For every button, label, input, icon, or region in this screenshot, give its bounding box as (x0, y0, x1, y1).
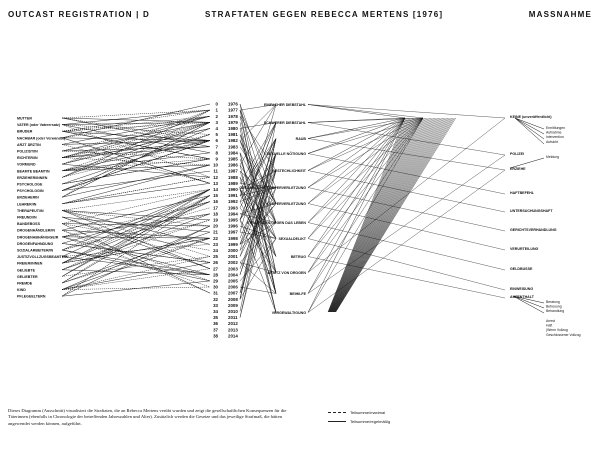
year-label: 2014 (228, 333, 238, 339)
crime-label: BESITZ VON DROGEN (267, 271, 306, 275)
measure-sublabel: (Wenn Vollzug (546, 328, 568, 333)
crime-label: BETRUG (290, 255, 306, 259)
age-label: 15 (213, 193, 218, 199)
age-label: 24 (213, 248, 218, 253)
crime-label: SCHWERER DIEBSTAHL (263, 121, 306, 125)
year-label: 1985 (228, 156, 238, 162)
year-label: 1998 (228, 235, 238, 241)
year-label: 1983 (228, 144, 238, 150)
measure-label: VERURTEILUNG (510, 247, 539, 251)
fan-line (332, 118, 432, 312)
age-label: 36 (213, 321, 218, 327)
fan-line (335, 118, 453, 312)
measure-sublabel: Intervention (546, 135, 564, 140)
year-label: 2000 (228, 248, 238, 253)
perpetrator-label: BANDEBOSS (17, 222, 40, 227)
year-label: 2009 (228, 302, 238, 308)
crime-label: RAUB (295, 137, 306, 141)
year-label: 1992 (228, 199, 238, 205)
fan-line (328, 118, 406, 312)
age-label: 8 (215, 150, 218, 156)
measure-label: GELDBUSSE (510, 267, 533, 271)
crime-label: EINFACHER DIEBSTAHL (263, 103, 306, 107)
crime-label: VERGEWALTIGUNG (271, 311, 306, 315)
age-label: 27 (213, 266, 218, 272)
measure-label: POLIZEI (510, 152, 524, 156)
age-label: 12 (213, 174, 218, 180)
perpetrator-age-line (62, 189, 210, 256)
year-label: 2012 (228, 321, 238, 327)
perpetrator-age-line (62, 171, 210, 191)
perpetrator-age-line (62, 196, 210, 277)
perpetrator-label: DROGENABHÄNGIGE/R (17, 235, 59, 240)
crime-measure-line (308, 188, 505, 232)
measure-sub-line (515, 118, 544, 134)
year-label: 1981 (228, 132, 238, 138)
year-label: 2003 (228, 266, 238, 272)
perpetrator-label: ERZIEHER/INNEN (17, 175, 48, 180)
age-label: 37 (213, 327, 218, 333)
age-label: 30 (213, 284, 218, 290)
perpetrator-age-line (62, 159, 210, 184)
measure-sublabel: Aufsicht (546, 139, 559, 144)
fan-line (331, 118, 423, 312)
perpetrator-label: MUTTER (17, 116, 32, 121)
measure-sublabel: Arrest (546, 319, 556, 323)
perpetrator-age-line (62, 110, 210, 197)
measure-label: GERICHTSVERHANDLUNG (510, 228, 557, 232)
age-label: 2 (215, 113, 218, 119)
perpetrator-age-line (62, 214, 210, 237)
crime-label: KÖRPERVERLETZUNG (266, 202, 306, 206)
measure-sublabel: Behandlung (546, 309, 565, 314)
perpetrator-label: POLIZIST/IN (17, 149, 38, 154)
crime-measure-line (308, 123, 505, 156)
year-label: 1979 (228, 119, 238, 125)
year-label: 1978 (228, 113, 238, 119)
perpetrator-label: GELIEBTER (17, 274, 38, 279)
perpetrator-label: PSYCHOLOGIN (17, 189, 44, 194)
dashed-line-icon (328, 412, 346, 413)
age-label: 33 (213, 302, 218, 308)
legend-item-dashed (328, 408, 390, 417)
year-label: 2005 (228, 278, 238, 284)
crime-measure-line (308, 118, 423, 154)
crime-label: BEIHILFE (289, 292, 306, 296)
perpetrator-label: FREMDE (17, 281, 33, 286)
crime-label: SEXUALDELIKT (278, 237, 306, 241)
diagram-labels (17, 102, 581, 339)
perpetrator-age-line (62, 116, 210, 138)
age-label: 22 (213, 235, 218, 241)
age-label: 35 (213, 315, 218, 321)
fan-line (332, 118, 429, 312)
age-label: 20 (213, 223, 218, 229)
year-crime-line (240, 123, 276, 196)
year-label: 1977 (228, 107, 238, 113)
age-label: 29 (213, 278, 218, 284)
year-label: 1980 (228, 126, 238, 131)
age-label: 34 (213, 309, 218, 314)
perpetrator-label: PFLEGEELTERN (17, 294, 46, 299)
crime-measure-line (308, 118, 423, 223)
measure-label: AUFENTHALT (510, 295, 534, 299)
year-crime-line (240, 153, 276, 313)
caption: Dieses Diagramm (Ausschnitt) visualisiert die Straftaten, die an Rebecca Mertens verübt wurden und zeigt die gesellschaftlichen Konsequenzen für die Täterinnen (ebenfalls in Chronologie der betreffenden Jahreszahlen und Alter). Zusätzlich werden die Gesetze und das jeweilige Strafmaß, die hätten angewendet werden können, aufgeführt. (8, 408, 287, 426)
age-label: 4 (215, 126, 218, 131)
measure-label: UNTERSUCHUNGSHAFT (510, 209, 553, 213)
year-label: 2004 (228, 272, 238, 278)
fan-line (334, 118, 443, 312)
year-label: 2002 (228, 260, 238, 266)
year-label: 2006 (228, 284, 238, 290)
perpetrator-age-line (62, 189, 210, 276)
crime-measure-line (308, 204, 505, 251)
fan-line (331, 118, 427, 312)
perpetrator-age-line (62, 237, 210, 287)
age-label: 25 (213, 254, 218, 260)
perpetrator-label: GELIEBTE (17, 268, 35, 273)
perpetrator-age-line (62, 269, 210, 290)
header-title: OUTCAST REGISTRATION | D (8, 10, 150, 19)
measure-label: ERZIEHE (510, 167, 526, 171)
year-label: 1982 (228, 138, 238, 144)
age-label: 21 (213, 229, 218, 235)
age-label: 26 (213, 260, 218, 266)
crime-label: GEFÄHRLICHE KÖRPERVERLETZUNG (239, 186, 306, 190)
year-label: 1990 (228, 187, 238, 192)
age-label: 17 (213, 205, 218, 211)
perpetrator-label: ERZIEHERIN (17, 195, 39, 200)
age-label: 23 (213, 241, 218, 247)
age-label: 1 (215, 107, 218, 113)
measure-sub-line (515, 118, 544, 129)
year-crime-line (240, 171, 276, 318)
age-label: 28 (213, 272, 218, 278)
age-label: 6 (215, 138, 218, 144)
perpetrator-age-line (62, 110, 210, 118)
measure-sublabel: Aufnahme (546, 130, 562, 135)
year-label: 1999 (228, 241, 238, 247)
age-label: 7 (215, 144, 218, 150)
perpetrator-age-line (62, 122, 210, 177)
crime-measure-line (308, 118, 423, 239)
perpetrator-label: JUSTIZVOLLZUGSBEAMTE/R (17, 255, 68, 260)
perpetrator-age-line (62, 281, 210, 296)
year-label: 1993 (228, 205, 238, 211)
year-label: 1995 (228, 217, 238, 223)
measure-sublabel: Beratung (546, 300, 560, 304)
measure-sub-line (515, 118, 544, 139)
year-label: 1994 (228, 211, 238, 217)
age-label: 10 (213, 162, 218, 168)
fan-line (332, 118, 433, 312)
age-label: 0 (215, 101, 218, 107)
perpetrator-label: DROGENFAHNDUNG (17, 241, 54, 246)
age-label: 5 (215, 132, 218, 138)
age-label: 16 (213, 199, 218, 205)
measure-sublabel: Ermittlungen (546, 126, 566, 130)
crime-measure-line (308, 118, 405, 273)
fan-line (334, 118, 442, 312)
measure-sublabel: Haft (546, 323, 553, 328)
perpetrator-label: BRUDER (17, 129, 33, 134)
crime-label: BESTECHLICHKEIT (272, 169, 306, 173)
year-label: 2010 (228, 309, 238, 314)
perpetrator-label: KIND (17, 288, 26, 293)
fan-line (330, 118, 418, 312)
perpetrator-label: BEAMTE BEAMTIN (17, 169, 50, 174)
perpetrator-label: FREUND/IN (17, 215, 37, 220)
crime-label: SEXUELLE NÖTIGUNG (266, 152, 306, 156)
age-label: 14 (213, 187, 218, 192)
perpetrator-label: SOZIALARBEITER/IN (17, 248, 54, 253)
fan-line (329, 118, 413, 312)
perpetrator-age-line (62, 226, 210, 290)
year-label: 2001 (228, 254, 238, 260)
measure-sublabel: Meldung (546, 155, 560, 159)
measure-sublabel: Geschlossener Vollzug (546, 332, 581, 337)
age-label: 13 (213, 180, 218, 186)
fan-line (329, 118, 409, 312)
year-label: 2013 (228, 327, 238, 333)
perpetrator-age-line (62, 189, 210, 250)
year-label: 2008 (228, 296, 238, 302)
year-label: 1976 (228, 101, 238, 107)
perpetrator-label: LEHRER/IN (17, 202, 37, 207)
fan-line (331, 118, 426, 312)
perpetrator-label: ARZT ÄRZTIN (17, 142, 41, 147)
perpetrator-label: FREIER/INNEN (17, 261, 43, 266)
year-crime-line (240, 139, 276, 294)
year-label: 1996 (228, 223, 238, 229)
perpetrator-label: DROGENHÄNDLER/IN (17, 228, 55, 233)
perpetrator-label: VORMUND (17, 162, 36, 167)
solid-line-icon (328, 421, 346, 422)
crime-label: STRAFTATEN GEGEN DAS LEBEN (246, 221, 306, 225)
year-label: 1991 (228, 193, 238, 199)
perpetrator-age-line (62, 147, 210, 151)
age-label: 31 (213, 290, 218, 296)
column-title-measures: MASSNAHME (528, 10, 592, 19)
fan-line (330, 118, 417, 312)
perpetrator-label: NACHBAR (oder Verwandte) (17, 136, 66, 141)
measure-label: EINWEISUNG (510, 287, 534, 291)
perpetrator-age-line (62, 141, 210, 191)
age-label: 19 (213, 217, 218, 223)
measure-label: HAFTBEFEHL (510, 191, 534, 195)
perpetrator-age-line (62, 287, 210, 290)
fan-line (329, 118, 410, 312)
age-label: 18 (213, 211, 218, 217)
age-label: 3 (215, 119, 218, 125)
year-label: 1989 (228, 180, 238, 186)
fan-line (332, 118, 430, 312)
year-label: 1984 (228, 150, 238, 156)
perpetrator-label: PSYCHOLOGE (17, 182, 43, 187)
perpetrator-age-line (62, 270, 210, 275)
fan-line (333, 118, 439, 312)
fan-line (333, 118, 438, 312)
perpetrator-age-line (62, 238, 210, 289)
measure-sublabel: Betreuung (546, 304, 562, 309)
perpetrator-age-line (62, 208, 210, 250)
age-label: 32 (213, 296, 218, 302)
age-label: 11 (213, 168, 218, 174)
crime-measure-line (308, 118, 423, 123)
diagram-title: STRAFTATEN GEGEN REBECCA MERTENS [1976] (205, 10, 444, 19)
crime-measure-line (308, 105, 405, 119)
legend-label: Teilsumme/maximal (350, 410, 386, 415)
legend-item-solid (328, 417, 390, 426)
measure-label: KEINE (unveröffentlicht) (510, 115, 552, 119)
fan-line (329, 118, 412, 312)
year-label: 1987 (228, 168, 238, 174)
perpetrator-label: THERAPEUT/IN (17, 208, 44, 213)
year-label: 2007 (228, 290, 238, 296)
legend (328, 408, 390, 426)
year-label: 2011 (228, 315, 238, 321)
year-label: 1997 (228, 229, 238, 235)
measure-sub-line (515, 118, 544, 144)
perpetrator-label: RICHTER/IN (17, 156, 38, 161)
age-label: 9 (215, 156, 218, 162)
year-label: 1986 (228, 162, 238, 168)
year-label: 1988 (228, 174, 238, 180)
perpetrator-label: VATER (oder Vaterersatz) (17, 123, 61, 128)
age-label: 38 (213, 333, 218, 339)
legend-label: Teilsumme/regelmäßig (350, 419, 391, 424)
